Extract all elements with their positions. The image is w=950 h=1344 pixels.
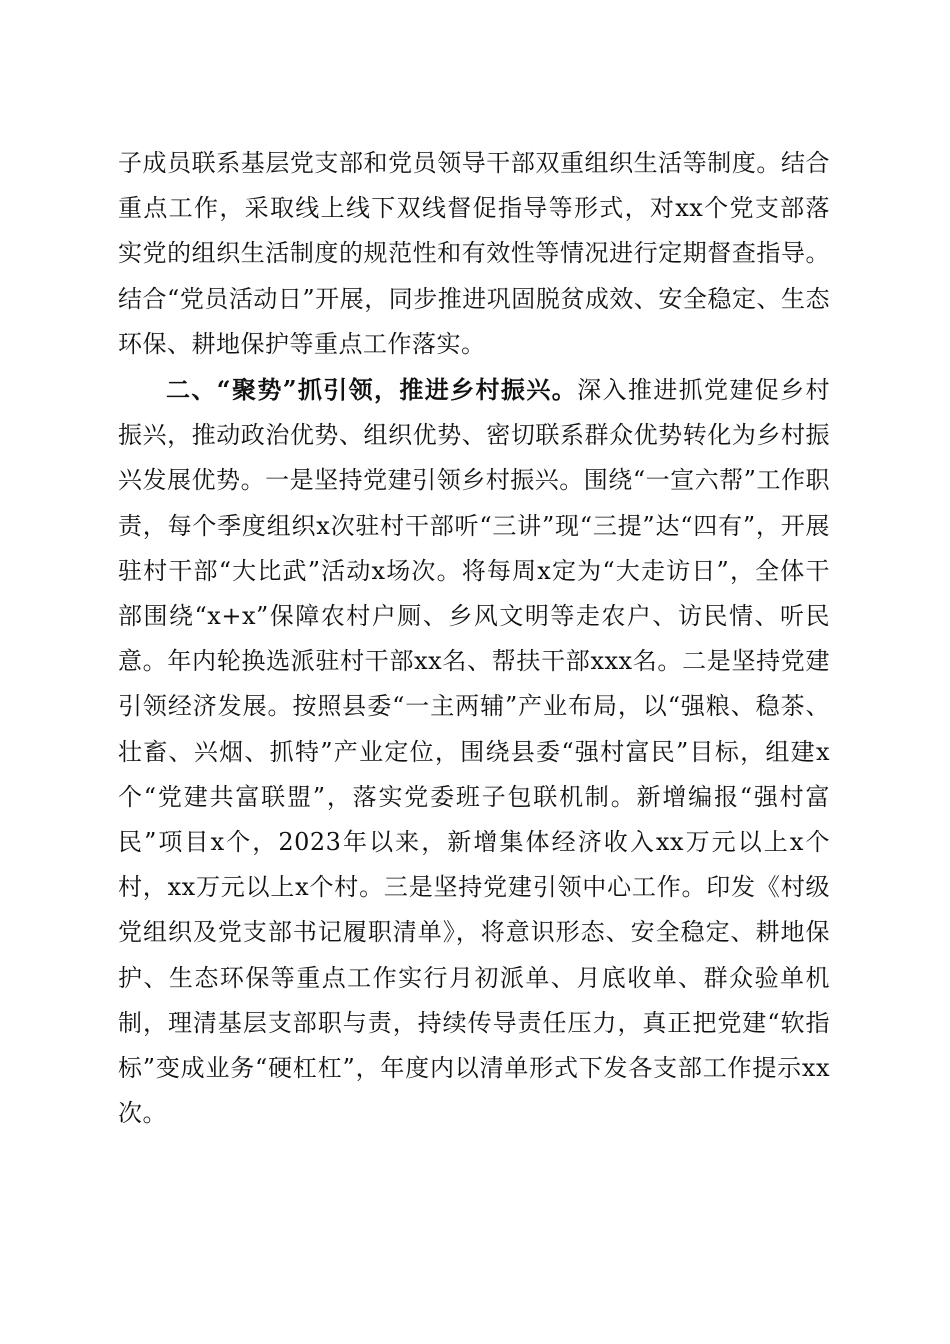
paragraph-1: 子成员联系基层党支部和党员领导干部双重组织生活等制度。结合重点工作，采取线上线下双线督促指导等形式，对xx个党支部落实党的组织生活制度的规范性和有效性等情况进行定期督查指导。结合“党员活动日”开展，同步推进巩固脱贫成效、安全稳定、生态环保、耕地保护等重点工作落实。 (118, 149, 830, 358)
paragraph-2 (118, 367, 830, 1136)
document-body (118, 141, 830, 1136)
paragraph-2-body: 深入推进抓党建促乡村振兴，推动政治优势、组织优势、密切联系群众优势转化为乡村振兴发展优势。一是坚持党建引领乡村振兴。围绕“一宣六帮”工作职责，每个季度组织x次驻村干部听“三讲”现“三提”达“四有”，开展驻村干部“大比武”活动x场次。将每周x定为“大走访日”，全体干部围绕“x+x”保障农村户厕、乡风文明等走农户、访民情、听民意。年内轮换选派驻村干部xx名、帮扶干部xxx名。二是坚持党建引领经济发展。按照县委“一主两辅”产业布局，以“强粮、稳茶、壮畜、兴烟、抓特”产业定位，围绕县委“强村富民”目标，组建x个“党建共富联盟”，落实党委班子包联机制。新增编报“强村富民”项目x个，2023年以来，新增集体经济收入xx万元以上x个村，xx万元以上x个村。三是坚持党建引领中心工作。印发《村级党组织及党支部书记履职清单》，将意识形态、安全稳定、耕地保护、生态环保等重点工作实行月初派单、月底收单、群众验单机制，理清基层支部职与责，持续传导责任压力，真正把党建“软指标”变成业务“硬杠杠”，年度内以清单形式下发各支部工作提示xx次。 (118, 376, 831, 1128)
section-heading: 二、“聚势”抓引领，推进乡村振兴。 (166, 375, 578, 405)
